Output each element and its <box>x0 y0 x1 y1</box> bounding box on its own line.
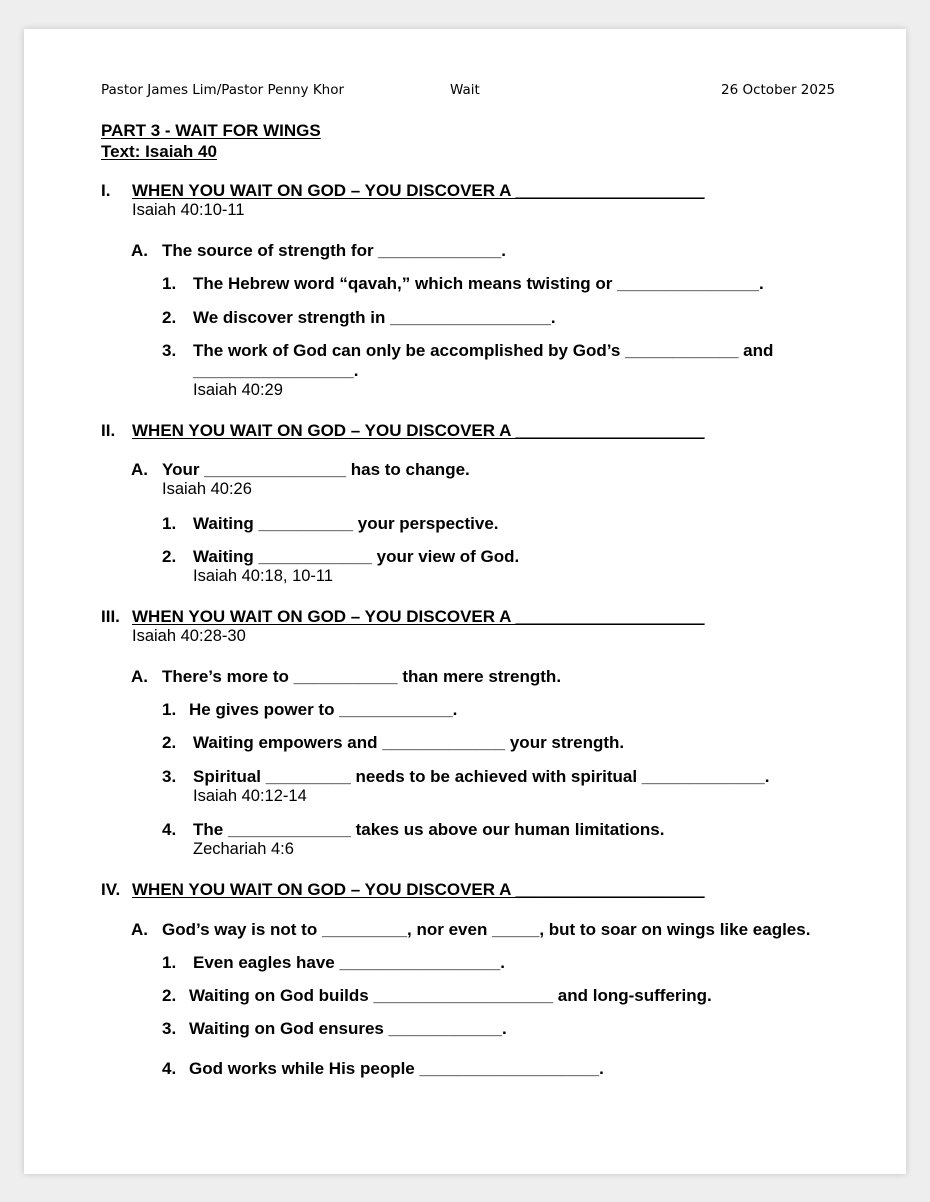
section-1-numeral: I. <box>101 181 111 200</box>
section-1-heading: WHEN YOU WAIT ON GOD – YOU DISCOVER A ____________________ <box>132 181 705 200</box>
section-4-heading: WHEN YOU WAIT ON GOD – YOU DISCOVER A ____________________ <box>132 880 705 899</box>
section-1-item-1-num: 1. <box>162 274 177 293</box>
section-3-item-2-text: Waiting empowers and _____________ your strength. <box>193 733 625 752</box>
section-1-item-1-text: The Hebrew word “qavah,” which means twisting or _______________. <box>193 274 764 293</box>
section-3-ref: Isaiah 40:28-30 <box>132 627 246 645</box>
part-text: Text: Isaiah 40 <box>101 142 217 161</box>
section-3-item-1-text: He gives power to ____________. <box>189 700 458 719</box>
section-4-item-2-num: 2. <box>162 986 177 1005</box>
section-4-item-4-text: God works while His people ___________________. <box>189 1059 604 1078</box>
section-1-item-3-num: 3. <box>162 341 177 360</box>
section-3-item-3-text: Spiritual _________ needs to be achieved with spiritual _____________. <box>193 767 770 786</box>
section-3-item-3-num: 3. <box>162 767 177 786</box>
section-4-item-3-text: Waiting on God ensures ____________. <box>189 1019 507 1038</box>
section-3-heading: WHEN YOU WAIT ON GOD – YOU DISCOVER A ____________________ <box>132 607 705 626</box>
header-title: Wait <box>450 82 480 98</box>
header-date: 26 October 2025 <box>721 82 836 98</box>
section-2-numeral: II. <box>101 421 116 440</box>
section-2-heading: WHEN YOU WAIT ON GOD – YOU DISCOVER A ____________________ <box>132 421 705 440</box>
section-2-item-2-num: 2. <box>162 547 177 566</box>
section-4-point-a-text: God’s way is not to _________, nor even _____, but to soar on wings like eagles. <box>162 920 811 939</box>
section-4-item-2-text: Waiting on God builds ___________________ and long-suffering. <box>189 986 712 1005</box>
header-authors: Pastor James Lim/Pastor Penny Khor <box>101 82 345 98</box>
section-3-item-4-ref: Zechariah 4:6 <box>193 840 294 858</box>
section-4-item-1-num: 1. <box>162 953 177 972</box>
section-4-item-4-num: 4. <box>162 1059 177 1078</box>
section-3-numeral: III. <box>101 607 120 626</box>
section-2-point-a-letter: A. <box>131 460 148 479</box>
section-2-point-a-text: Your _______________ has to change. <box>162 460 470 479</box>
part-title: PART 3 - WAIT FOR WINGS <box>101 121 321 140</box>
section-2-item-1-text: Waiting __________ your perspective. <box>193 514 499 533</box>
document-page <box>24 29 906 1174</box>
section-3-item-1-num: 1. <box>162 700 177 719</box>
section-1-item-2-text: We discover strength in _________________. <box>193 308 556 327</box>
section-1-point-a-text: The source of strength for _____________. <box>162 241 506 260</box>
section-2-item-2-ref: Isaiah 40:18, 10-11 <box>193 567 334 585</box>
section-4-numeral: IV. <box>101 880 121 899</box>
section-4-point-a-letter: A. <box>131 920 148 939</box>
section-3-item-4-text: The _____________ takes us above our human limitations. <box>193 820 665 839</box>
section-3-item-2-num: 2. <box>162 733 177 752</box>
section-2-item-2-text: Waiting ____________ your view of God. <box>193 547 520 566</box>
section-4-item-3-num: 3. <box>162 1019 177 1038</box>
section-1-item-3-text: The work of God can only be accomplished by God’s ____________ and <box>193 341 774 360</box>
section-1-item-3-ref: Isaiah 40:29 <box>193 381 283 399</box>
section-3-point-a-text: There’s more to ___________ than mere strength. <box>162 667 562 686</box>
section-1-ref: Isaiah 40:10-11 <box>132 201 245 219</box>
section-4-item-1-text: Even eagles have _________________. <box>193 953 505 972</box>
section-1-point-a-letter: A. <box>131 241 148 260</box>
section-1-item-2-num: 2. <box>162 308 177 327</box>
section-3-item-3-ref: Isaiah 40:12-14 <box>193 787 307 805</box>
section-3-item-4-num: 4. <box>162 820 177 839</box>
section-2-item-1-num: 1. <box>162 514 177 533</box>
section-3-point-a-letter: A. <box>131 667 148 686</box>
section-1-item-3-cont: _________________. <box>193 361 359 380</box>
section-2-point-a-ref: Isaiah 40:26 <box>162 480 252 498</box>
